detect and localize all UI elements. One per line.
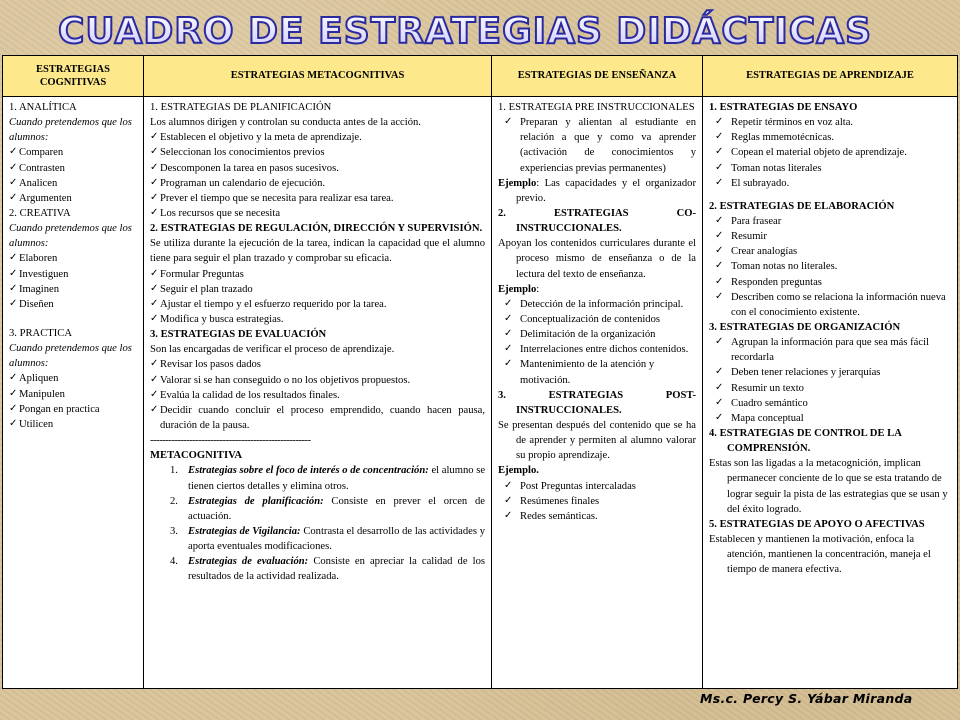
numbered-item [150,463,485,493]
list-item: ✓ Diseñen [9,297,137,312]
item-number: 3. [170,525,178,537]
item-text: Consiste en prever el orcen de actuación. [188,495,485,522]
author-signature: Ms.c. Percy S. Yábar Miranda [700,691,913,706]
item-term: Estrategias de planificación: [188,495,324,507]
content-row [3,97,958,689]
example-line [498,176,696,206]
list-item: ✓ Agrupan la información para que sea más fácil recordarla [709,335,951,365]
list-item: ✓ Formular Preguntas [150,267,485,282]
spacer [709,191,951,199]
header-metacognitivas: ESTRATEGIAS METACOGNITIVAS [144,56,492,97]
section-heading: 2. CREATIVA [9,207,71,219]
list-item: ✓ Decidir cuando concluir el proceso emprendido, cuando hacen pausa, duración de la pausa. [150,403,485,433]
title-text: CUADRO DE ESTRATEGIAS DIDÁCTICAS [57,11,873,52]
section-heading: 3. ESTRATEGIAS POST-INSTRUCCIONALES. [498,389,696,416]
example-line [498,282,696,297]
title-wordart [0,2,960,52]
list-item: ✓ Interrelaciones entre dichos contenidos. [498,342,696,357]
item-number: 1. [170,465,178,477]
section-intro: Cuando pretendemos que los alumnos: [9,117,132,144]
list-item: ✓ Modifica y busca estrategias. [150,312,485,327]
item-number: 4. [170,556,178,568]
item-text: el alumno se tienen ciertos detalles y elimina otros. [188,465,486,492]
page-title [0,2,960,52]
list-item: ✓ Analicen [9,176,137,191]
section-description: Son las encargadas de verificar el proceso de aprendizaje. [150,344,395,356]
list-item: ✓ Responden preguntas [709,275,951,290]
list-item: ✓ Establecen el objetivo y la meta de aprendizaje. [150,130,485,145]
section-heading: 1. ESTRATEGIAS DE ENSAYO [709,102,858,113]
section-intro: Cuando pretendemos que los alumnos: [9,223,132,250]
numbered-item [150,524,485,554]
list-item: ✓ Detección de la información principal. [498,297,696,312]
header-ensenanza: ESTRATEGIAS DE ENSEÑANZA [492,56,703,97]
list-item: ✓ Argumenten [9,191,137,206]
header-cognitivas: ESTRATEGIAS COGNITIVAS [3,56,144,97]
item-term: Estrategias sobre el foco de interés o de concentración: [188,465,429,477]
section-description: Los alumnos dirigen y controlan su conducta antes de la acción. [150,117,421,129]
list-item: ✓ Seleccionan los conocimientos previos [150,145,485,160]
list-item: ✓ Investiguen [9,267,137,282]
section-heading: 5. ESTRATEGIAS DE APOYO O AFECTIVAS [709,518,925,530]
item-term: Estrategias de evaluación: [188,556,309,568]
section-heading: 2. ESTRATEGIAS CO-INSTRUCCIONALES. [498,207,696,235]
section-description: Establecen y mantienen la motivación, enfoca la atención, mantienen la concentración, maneja el tiempo de manera efectiva. [709,533,931,576]
section-heading: 4. ESTRATEGIAS DE CONTROL DE LA COMPRENSIÓN. [709,427,902,455]
cell-aprendizaje [703,97,958,689]
section-heading: 2. ESTRATEGIAS DE REGULACIÓN, DIRECCIÓN Y SUPERVISIÓN. [150,223,483,235]
example-text: : [536,283,540,295]
list-item: ✓ Cuadro semántico [709,396,951,411]
list-item: ✓ Conceptualización de contenidos [498,312,696,327]
section-heading: 1. ANALÍTICA [9,102,77,113]
section-heading: 2. ESTRATEGIAS DE ELABORACIÓN [709,200,895,212]
list-item: ✓ Para frasear [709,214,951,229]
list-item: ✓ Los recursos que se necesita [150,206,485,221]
section-heading: 3. ESTRATEGIAS DE ORGANIZACIÓN [709,321,901,333]
list-item: ✓ Revisar los pasos dados [150,357,485,372]
list-item: ✓ Resúmenes finales [498,494,696,509]
list-item: ✓ Delimitación de la organización [498,327,696,342]
list-item: ✓ Redes semánticas. [498,509,696,524]
list-item: ✓ Evalúa la calidad de los resultados finales. [150,388,485,403]
list-item: ✓ Resumir [709,229,951,244]
list-item: ✓ Imaginen [9,282,137,297]
cell-metacognitivas [144,97,492,689]
list-item: ✓ Toman notas literales [709,161,951,176]
list-item: ✓ Contrasten [9,161,137,176]
list-item: ✓ Ajustar el tiempo y el esfuerzo requerido por la tarea. [150,297,485,312]
list-item: ✓ Crear analogías [709,244,951,259]
example-label: Ejemplo [498,177,537,189]
section-description: Estas son las ligadas a la metacognición, implican permanecer conciente de lo que se esta tratando de lograr seguir la pista de las estrategias que se usan y del éxito logrado. [709,458,948,515]
item-text: Consiste en apreciar la calidad de los resultados de la actividad realizada. [188,556,485,583]
numbered-item [150,554,485,584]
list-item: ✓ Valorar si se han conseguido o no los objetivos propuestos. [150,373,485,388]
strategies-table [2,55,958,689]
list-item: ✓ Reglas mmemotécnicas. [709,130,951,145]
list-item: ✓ Mantenimiento de la atención y motivación. [498,357,696,387]
item-text: Contrasta el desarrollo de las actividades y aporta eventuales modificaciones. [188,525,485,553]
section-heading: 1. ESTRATEGIAS DE PLANIFICACIÓN [150,102,332,113]
list-item: ✓ Prever el tiempo que se necesita para realizar esa tarea. [150,191,485,206]
section-heading: 3. ESTRATEGIAS DE EVALUACIÓN [150,329,327,341]
list-item: ✓ Copean el material objeto de aprendizaje. [709,145,951,160]
cell-cognitivas [3,97,144,689]
header-aprendizaje: ESTRATEGIAS DE APRENDIZAJE [703,56,958,97]
example-text: : Las capacidades y el organizador previo. [516,177,696,204]
list-item: ✓ Post Preguntas intercaladas [498,479,696,494]
section-description: Se utiliza durante la ejecución de la tarea, indican la capacidad que el alumno tiene para seguir el plan trazado y comprobar su eficacia. [150,238,485,265]
list-item: ✓ Seguir el plan trazado [150,282,485,297]
section-description: Se presentan después del contenido que se ha de aprender y permiten al alumno valorar su propio aprendizaje. [498,419,696,462]
list-item: ✓ Describen como se relaciona la información nueva con el conocimiento existente. [709,290,951,320]
divider: ----------------------------------------------------- [150,435,311,447]
item-term: Estrategias de Vigilancia: [188,525,301,537]
list-item: ✓ Descomponen la tarea en pasos sucesivos. [150,161,485,176]
section-description: Apoyan los contenidos curriculares durante el proceso mismo de enseñanza o de la lectura del texto de enseñanza. [498,238,696,280]
list-item: ✓ Apliquen [9,371,137,386]
list-item: ✓ Manipulen [9,387,137,402]
list-item: ✓ Mapa conceptual [709,411,951,426]
list-item: ✓ El subrayado. [709,176,951,191]
section-heading: 3. PRACTICA [9,327,72,339]
list-item: ✓ Toman notas no literales. [709,259,951,274]
list-item: ✓ Preparan y alientan al estudiante en relación a que y como va aprender (activación de conocimientos y experiencias previas permanentes) [498,115,696,176]
list-item: ✓ Repetir términos en voz alta. [709,115,951,130]
list-item: ✓ Comparen [9,145,137,160]
list-item: ✓ Utilicen [9,417,137,432]
list-item: ✓ Resumir un texto [709,381,951,396]
list-item: ✓ Elaboren [9,251,137,266]
spacer [9,312,137,326]
section-heading: METACOGNITIVA [150,450,243,462]
section-heading: 1. ESTRATEGIA PRE INSTRUCCIONALES [498,102,695,113]
numbered-item [150,494,485,524]
example-label: Ejemplo [498,283,537,295]
header-row [3,56,958,97]
example-label: Ejemplo. [498,465,539,477]
section-intro: Cuando pretendemos que los alumnos: [9,343,132,370]
item-number: 2. [170,495,178,507]
list-item: ✓ Pongan en practica [9,402,137,417]
cell-ensenanza [492,97,703,689]
list-item: ✓ Deben tener relaciones y jerarquías [709,365,951,380]
list-item: ✓ Programan un calendario de ejecución. [150,176,485,191]
